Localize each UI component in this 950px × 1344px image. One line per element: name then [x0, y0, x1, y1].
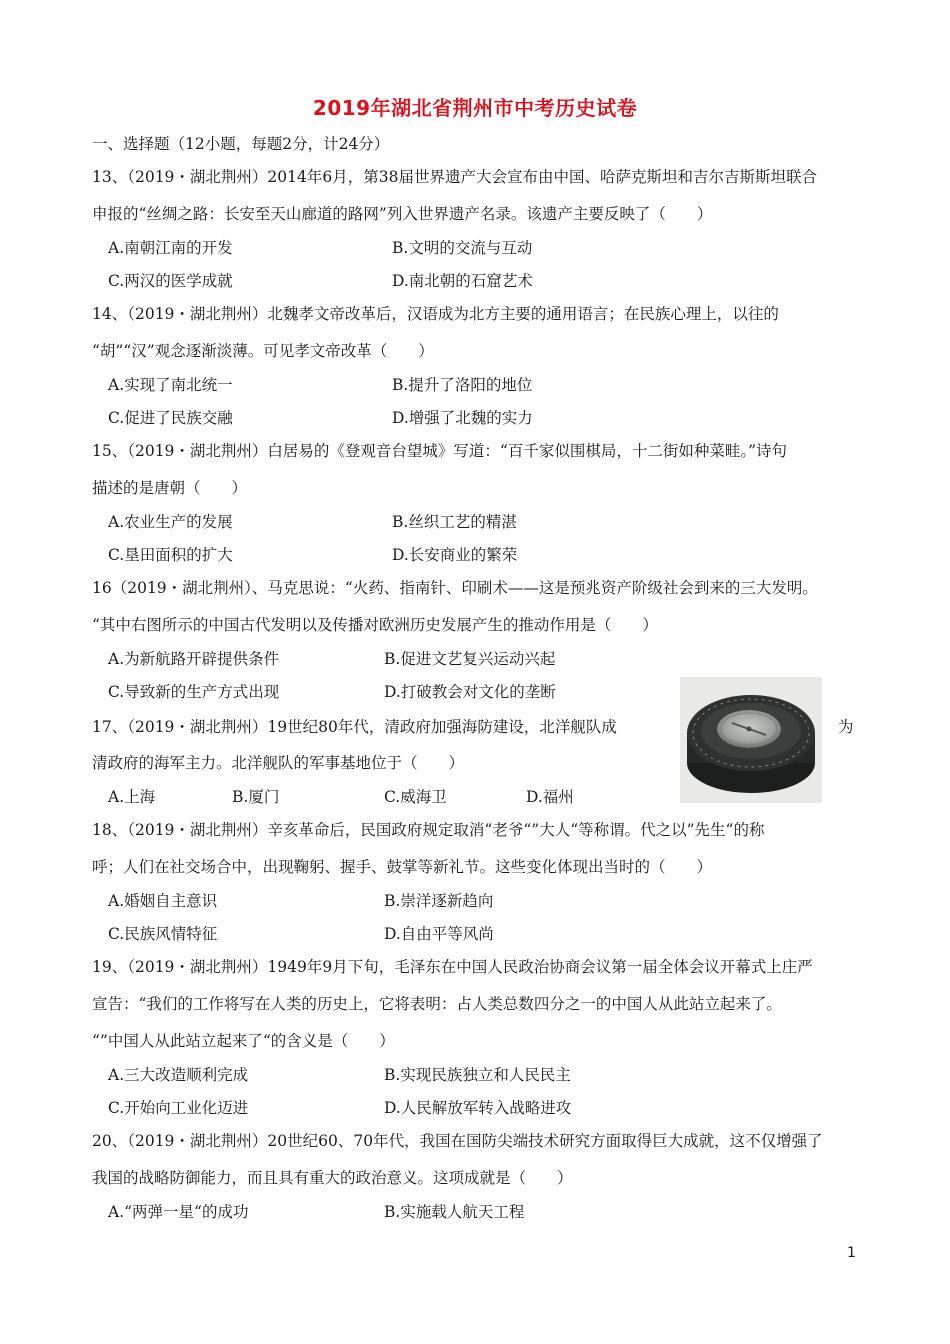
question-14-option-c: C.促进了民族交融: [108, 409, 233, 427]
question-20-option-a: A.“两弹一星“的成功: [108, 1203, 249, 1221]
question-16-line-1: 16（2019・湖北荆州）、马克思说：“火药、指南针、印刷术——这是预兆资产阶级社会到来的三大发明。: [92, 579, 818, 597]
question-18-option-d: D.自由平等风尚: [384, 925, 494, 943]
question-14-line-1: 14、（2019・湖北荆州）北魏孝文帝改革后，汉语成为北方主要的通用语言；在民族心理上，以往的: [92, 305, 779, 323]
question-15-option-c: C.垦田面积的扩大: [108, 546, 233, 564]
section-heading: 一、选择题（12小题，每题2分，计24分）: [92, 135, 390, 153]
question-19-line-2: 宣告：“我们的工作将写在人类的历史上，它将表明：占人类总数四分之一的中国人从此站立起来了。: [92, 995, 782, 1013]
question-18-line-1: 18、（2019・湖北荆州）辛亥革命后，民国政府规定取消“老爷“”大人“等称谓。代之以”先生“的称: [92, 821, 765, 839]
question-19-option-b: B.实现民族独立和人民民主: [384, 1066, 571, 1084]
question-13-option-b: B.文明的交流与互动: [392, 239, 533, 257]
question-13-line-2: 申报的“丝绸之路：长安至天山廊道的路网”列入世界遗产名录。该遗产主要反映了（ ）: [92, 205, 713, 223]
question-19-option-a: A.三大改造顺利完成: [108, 1066, 249, 1084]
question-18-option-b: B.崇洋逐新趋向: [384, 892, 494, 910]
question-15-option-d: D.长安商业的繁荣: [392, 546, 518, 564]
question-13-option-c: C.两汉的医学成就: [108, 272, 233, 290]
question-17-option-c: C.威海卫: [384, 788, 447, 806]
question-14-line-2: “胡”“汉”观念逐渐淡薄。可见孝文帝改革（ ）: [92, 342, 434, 360]
question-16-line-2: “其中右图所示的中国古代发明以及传播对欧洲历史发展产生的推动作用是（ ）: [92, 616, 658, 634]
question-18-option-c: C.民族风情特征: [108, 925, 218, 943]
question-20-line-1: 20、（2019・湖北荆州）20世纪60、70年代，我国在国防尖端技术研究方面取得巨大成就，这不仅增强了: [92, 1132, 823, 1150]
question-19-line-1: 19、（2019・湖北荆州）1949年9月下旬，毛泽东在中国人民政治协商会议第一届全体会议开幕式上庄严: [92, 958, 813, 976]
question-16-option-a: A.为新航路开辟提供条件: [108, 650, 280, 668]
question-20-line-2: 我国的战略防御能力，而且具有重大的政治意义。这项成就是（ ）: [92, 1169, 573, 1187]
question-19-option-c: C.开始向工业化迈进: [108, 1099, 249, 1117]
page-number: 1: [847, 1245, 856, 1261]
question-15-line-2: 描述的是唐朝（ ）: [92, 479, 248, 497]
question-15-line-1: 15、（2019・湖北荆州）白居易的《登观音台望城》写道：“百千家似围棋局，十二街如种菜畦。”诗句: [92, 442, 788, 460]
question-17-option-a: A.上海: [108, 788, 156, 806]
question-13-option-d: D.南北朝的石窟艺术: [392, 272, 533, 290]
question-17-option-d: D.福州: [526, 788, 574, 806]
question-16-option-d: D.打破教会对文化的垄断: [384, 683, 556, 701]
question-19-option-d: D.人民解放军转入战略进攻: [384, 1099, 572, 1117]
question-17-line-1: 17、（2019・湖北荆州）19世纪80年代，清政府加强海防建设，北洋舰队成: [92, 718, 617, 736]
question-20-option-b: B.实施载人航天工程: [384, 1203, 525, 1221]
question-14-option-d: D.增强了北魏的实力: [392, 409, 533, 427]
question-18-option-a: A.婚姻自主意识: [108, 892, 218, 910]
question-16-option-c: C.导致新的生产方式出现: [108, 683, 280, 701]
compass-icon: [680, 677, 822, 803]
question-18-line-2: 呼；人们在社交场合中，出现鞠躬、握手、鼓掌等新礼节。这些变化体现出当时的（ ）: [92, 858, 713, 876]
question-14-option-a: A.实现了南北统一: [108, 376, 233, 394]
question-17-option-b: B.厦门: [232, 788, 280, 806]
page-title: 2019年湖北省荆州市中考历史试卷: [312, 96, 638, 120]
question-14-option-b: B.提升了洛阳的地位: [392, 376, 533, 394]
compass-image: [680, 677, 822, 803]
question-13-option-a: A.南朝江南的开发: [108, 239, 233, 257]
question-17-line-2: 清政府的海军主力。北洋舰队的军事基地位于（ ）: [92, 754, 465, 772]
question-15-option-a: A.农业生产的发展: [108, 513, 233, 531]
question-16-option-b: B.促进文艺复兴运动兴起: [384, 650, 556, 668]
question-15-option-b: B.丝织工艺的精湛: [392, 513, 517, 531]
question-17-line-1-tail: 为: [838, 718, 854, 736]
question-13-line-1: 13、（2019・湖北荆州）2014年6月，第38届世界遗产大会宣布由中国、哈萨克斯坦和吉尔吉斯斯坦联合: [92, 168, 817, 186]
question-19-line-3: “”中国人从此站立起来了“的含义是（ ）: [92, 1032, 395, 1050]
